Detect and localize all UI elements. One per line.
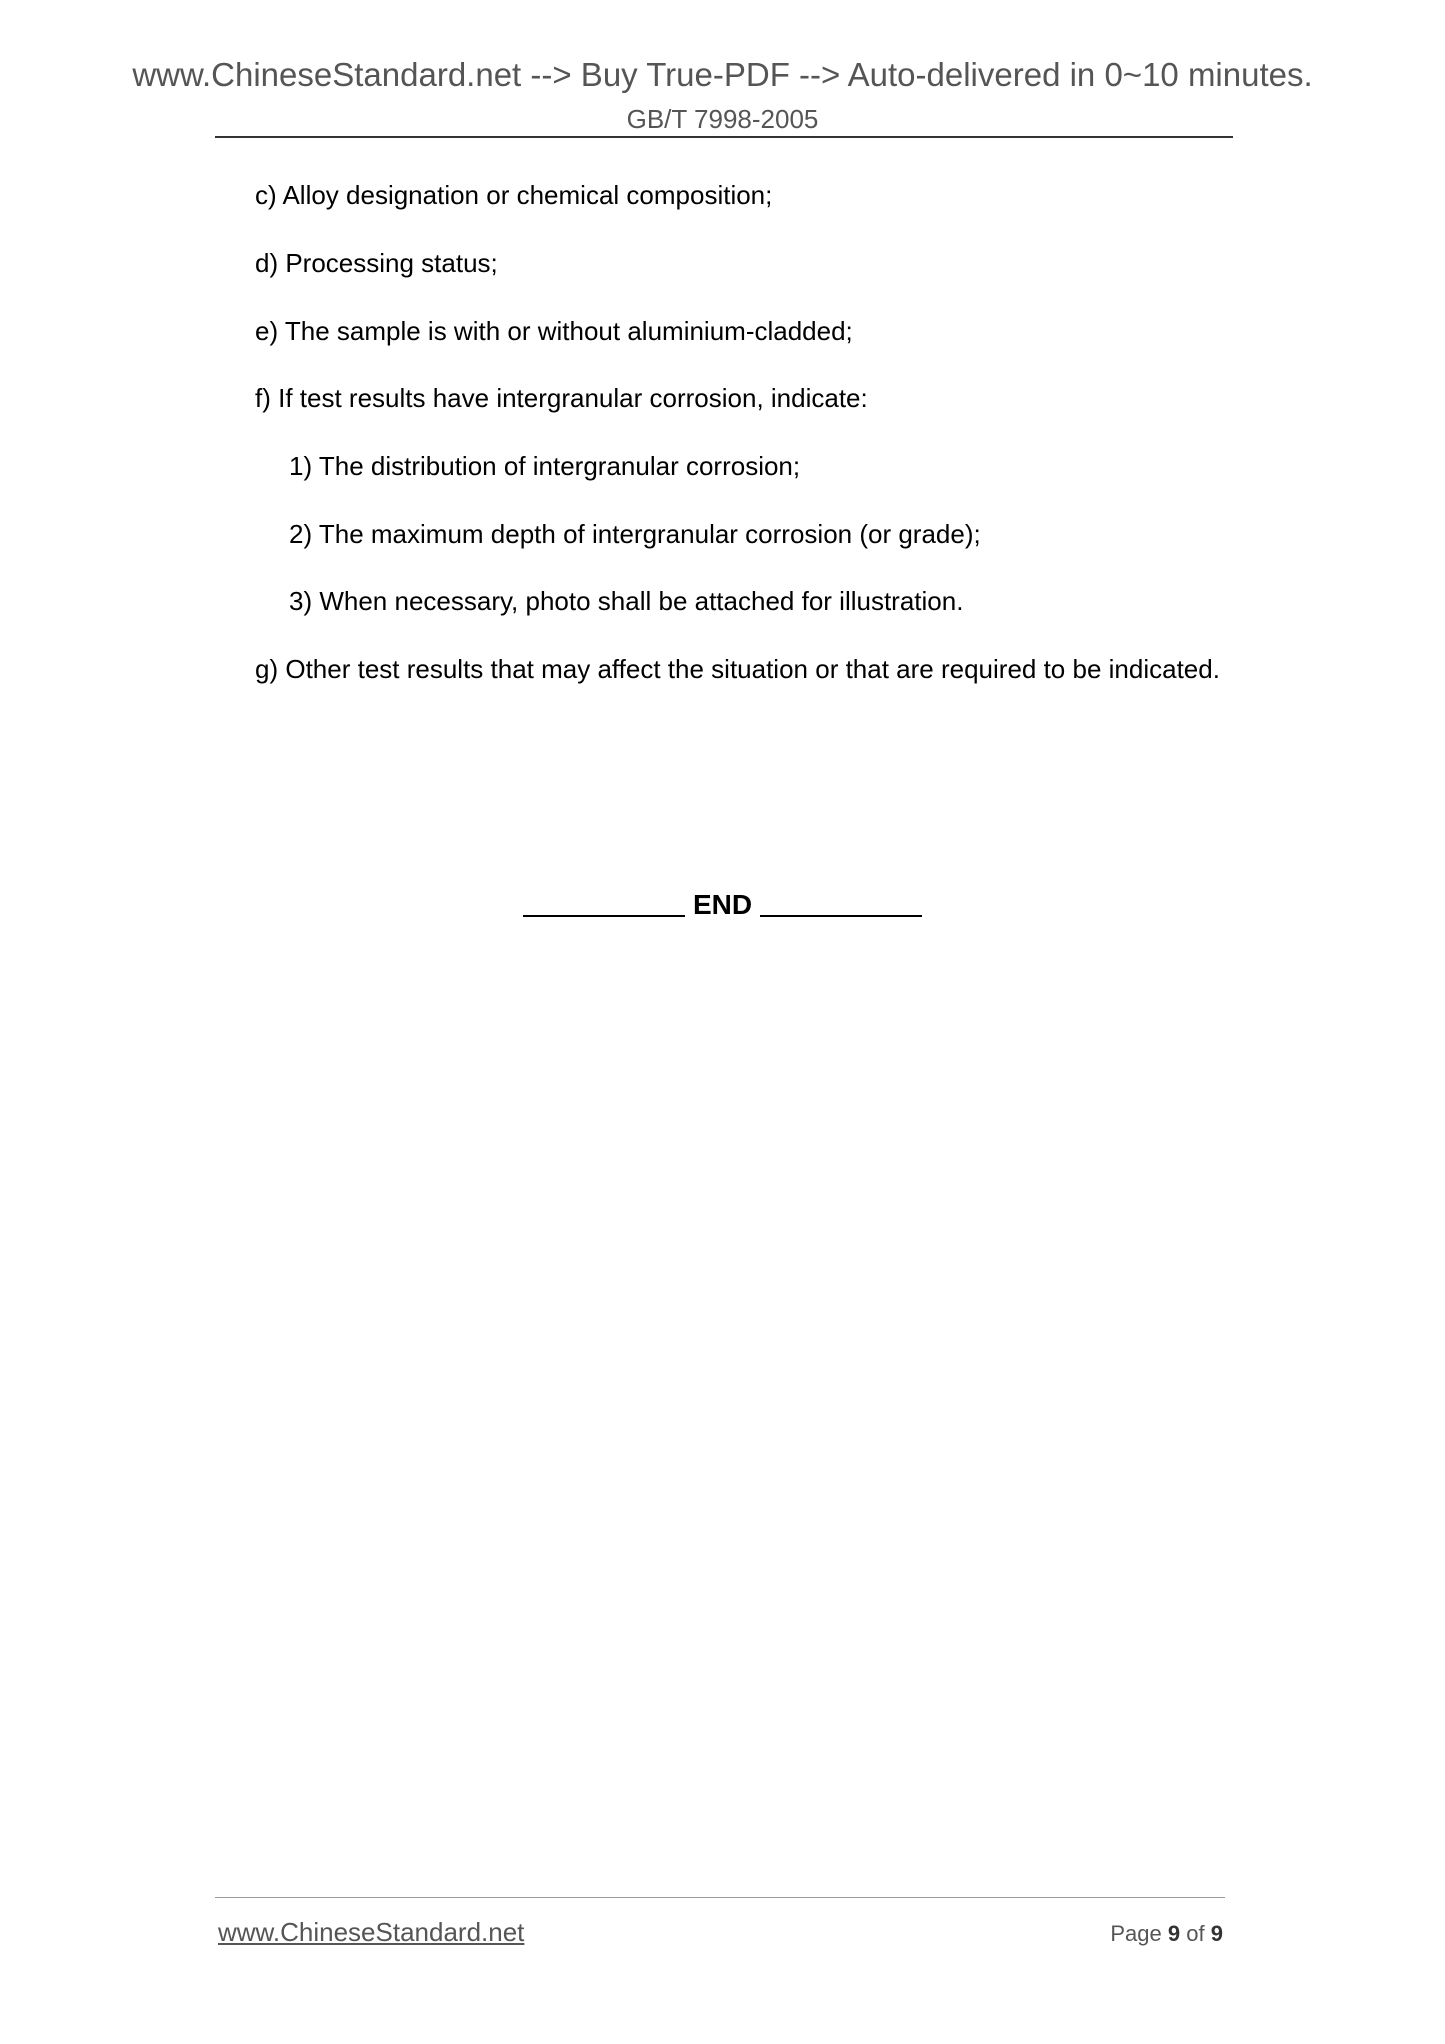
footer-divider: [215, 1897, 1225, 1898]
list-item-c: c) Alloy designation or chemical composition;: [255, 180, 773, 210]
sub-item-1: 1) The distribution of intergranular corrosion;: [289, 451, 801, 481]
page-total: 9: [1210, 1921, 1223, 1946]
page-current: 9: [1167, 1921, 1181, 1946]
header-banner: www.ChineseStandard.net --> Buy True-PDF --> Auto-delivered in 0~10 minutes.: [132, 56, 1313, 93]
list-item-f: f) If test results have intergranular corrosion, indicate:: [255, 383, 868, 413]
list-item-e: e) The sample is with or without aluminium-cladded;: [255, 316, 853, 346]
end-rule-left: [523, 915, 685, 917]
end-rule-right: [760, 915, 922, 917]
footer-site-link[interactable]: www.ChineseStandard.net: [218, 1917, 525, 1947]
end-marker: [0, 889, 1445, 921]
list-item-g: g) Other test results that may affect the situation or that are required to be indicated.: [255, 654, 1220, 684]
standard-code: GB/T 7998-2005: [626, 104, 819, 134]
end-label: END: [692, 889, 753, 920]
page-word: Page: [1110, 1921, 1162, 1946]
page-of: of: [1186, 1921, 1205, 1946]
page-number: [1110, 1921, 1223, 1947]
header-divider: [215, 136, 1233, 138]
sub-item-2: 2) The maximum depth of intergranular corrosion (or grade);: [289, 519, 981, 549]
list-item-d: d) Processing status;: [255, 248, 498, 278]
sub-item-3: 3) When necessary, photo shall be attached for illustration.: [289, 586, 964, 616]
